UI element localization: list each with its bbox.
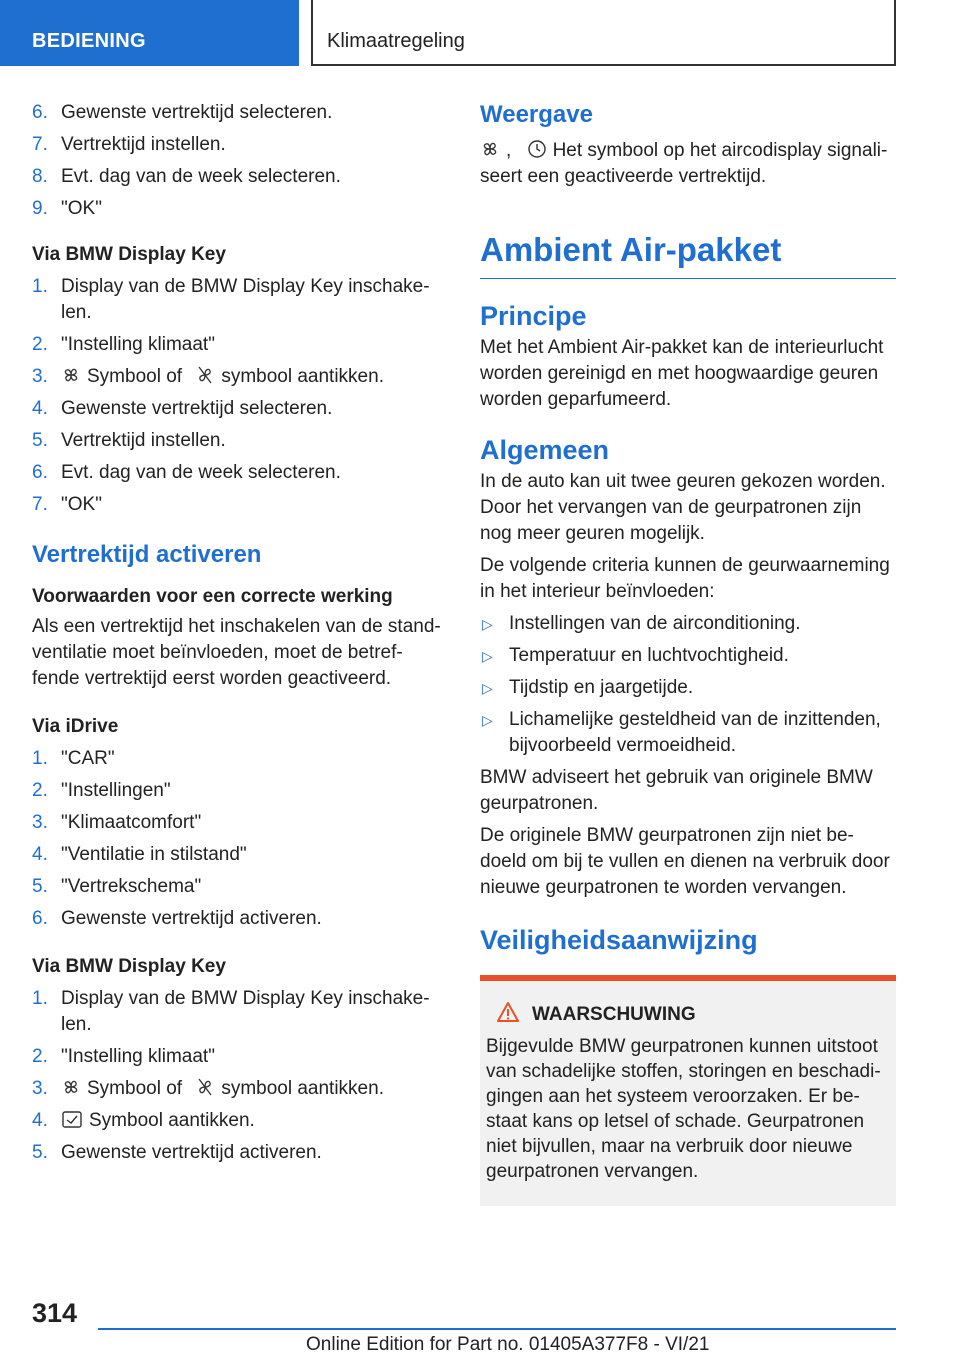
weergave-text: , Het symbool op het aircodisplay signali-seert een geactiveerde vertrektijd. bbox=[480, 140, 888, 187]
criteria-list bbox=[480, 611, 896, 759]
list-item: 4. Symbool aantikken. bbox=[32, 1110, 255, 1131]
list-item: 5. "Vertrekschema" bbox=[32, 876, 202, 897]
advice-p2: De originele BMW geurpatronen zijn niet be-doeld om bij te vullen en dienen na verbruik door nieuwe geurpatronen te worden vervangen. bbox=[480, 825, 890, 898]
list-item: 1. Display van de BMW Display Key inschake-len. bbox=[32, 276, 430, 323]
algemeen-p1: In de auto kan uit twee geuren gekozen worden. Door het vervangen van de geurpatronen zijn nog meer geuren mogelijk. bbox=[480, 471, 886, 544]
ambient-heading: Ambient Air-pakket bbox=[480, 228, 896, 279]
list-item: 7. "OK" bbox=[32, 494, 102, 515]
page-number: 314 bbox=[32, 1298, 78, 1328]
list-item: 1. "CAR" bbox=[32, 748, 115, 769]
warning-text: Bijgevulde BMW geurpatronen kunnen uitstoot van schadelijke stoffen, storingen en beschadi-gingen aan het systeem veroorzaken. Er be-staat kans op letsel of schade. Geurpatronen niet bijvullen, maar na verbruik door nieuwe geurpatronen vervangen. bbox=[486, 1036, 881, 1182]
list-item: 5. Gewenste vertrektijd activeren. bbox=[32, 1142, 322, 1163]
chapter-tab bbox=[311, 0, 896, 66]
section-tab bbox=[0, 0, 299, 66]
fan-auto-icon bbox=[195, 1077, 215, 1097]
list-item: 3. Symbool of symbool aantikken. bbox=[32, 366, 384, 387]
warning-box bbox=[480, 975, 896, 1206]
right-column bbox=[480, 100, 896, 1206]
list-item: 2. "Instellingen" bbox=[32, 780, 171, 801]
idrive-label: Via iDrive bbox=[32, 716, 119, 737]
fan-icon bbox=[480, 139, 500, 159]
list-item: 2. "Instelling klimaat" bbox=[32, 334, 215, 355]
page-header bbox=[0, 0, 960, 66]
algemeen-p2: De volgende criteria kunnen de geurwaarneming in het interieur beïnvloeden: bbox=[480, 555, 890, 602]
list-item: 7. Vertrektijd instellen. bbox=[32, 134, 226, 155]
calendar-check-icon bbox=[61, 1109, 83, 1129]
steps-list-idrive bbox=[32, 746, 442, 932]
list-item: ▷ Lichamelijke gesteldheid van de inzittenden, bijvoorbeeld vermoeidheid. bbox=[482, 709, 881, 756]
list-item: ▷ Instellingen van de airconditioning. bbox=[482, 613, 801, 634]
list-item: 3. "Klimaatcomfort" bbox=[32, 812, 202, 833]
section-title: BEDIENING bbox=[32, 30, 146, 52]
display-key-label: Via BMW Display Key bbox=[32, 244, 226, 265]
principe-text: Met het Ambient Air-pakket kan de interieurlucht worden gereinigd en met hoogwaardige geuren worden geparfumeerd. bbox=[480, 337, 884, 410]
list-item: ▷ Tijdstip en jaargetijde. bbox=[482, 677, 694, 698]
steps-list-display-key-2 bbox=[32, 986, 442, 1166]
list-item: 9. "OK" bbox=[32, 198, 102, 219]
steps-list-top bbox=[32, 100, 442, 222]
advice-p1: BMW adviseert het gebruik van originele BMW geurpatronen. bbox=[480, 767, 873, 814]
fan-icon bbox=[61, 1077, 81, 1097]
chapter-title: Klimaatregeling bbox=[327, 30, 465, 52]
list-item: 4. Gewenste vertrektijd selecteren. bbox=[32, 398, 333, 419]
left-column bbox=[32, 100, 442, 1172]
list-item: 2. "Instelling klimaat" bbox=[32, 1046, 215, 1067]
principe-heading: Principe bbox=[480, 301, 587, 331]
list-item: 1. Display van de BMW Display Key inschake-len. bbox=[32, 988, 430, 1035]
warning-title: WAARSCHUWING bbox=[486, 1001, 890, 1028]
list-item: 8. Evt. dag van de week selecteren. bbox=[32, 166, 341, 187]
conditions-text: Als een vertrektijd het inschakelen van de stand-ventilatie moet beïnvloeden, moet de betref-fende vertrektijd eerst worden geactiveerd. bbox=[32, 616, 441, 689]
fan-auto-icon bbox=[195, 365, 215, 385]
fan-icon bbox=[61, 365, 81, 385]
warning-triangle-icon bbox=[496, 1001, 520, 1023]
list-item: ▷ Temperatuur en luchtvochtigheid. bbox=[482, 645, 789, 666]
conditions-label: Voorwaarden voor een correcte werking bbox=[32, 586, 393, 607]
safety-heading: Veiligheidsaanwijzing bbox=[480, 925, 758, 955]
activate-heading: Vertrektijd activeren bbox=[32, 541, 262, 568]
footer-divider bbox=[98, 1328, 896, 1330]
display-key-label-2: Via BMW Display Key bbox=[32, 956, 226, 977]
list-item: 3. Symbool of symbool aantikken. bbox=[32, 1078, 384, 1099]
algemeen-heading: Algemeen bbox=[480, 435, 610, 465]
clock-icon bbox=[527, 139, 547, 159]
steps-list-display-key bbox=[32, 274, 442, 518]
list-item: 6. Evt. dag van de week selecteren. bbox=[32, 462, 341, 483]
edition-note: Online Edition for Part no. 01405A377F8 - VI/21 bbox=[306, 1334, 710, 1355]
list-item: 6. Gewenste vertrektijd activeren. bbox=[32, 908, 322, 929]
list-item: 6. Gewenste vertrektijd selecteren. bbox=[32, 102, 333, 123]
list-item: 4. "Ventilatie in stilstand" bbox=[32, 844, 247, 865]
list-item: 5. Vertrektijd instellen. bbox=[32, 430, 226, 451]
weergave-heading: Weergave bbox=[480, 101, 593, 128]
